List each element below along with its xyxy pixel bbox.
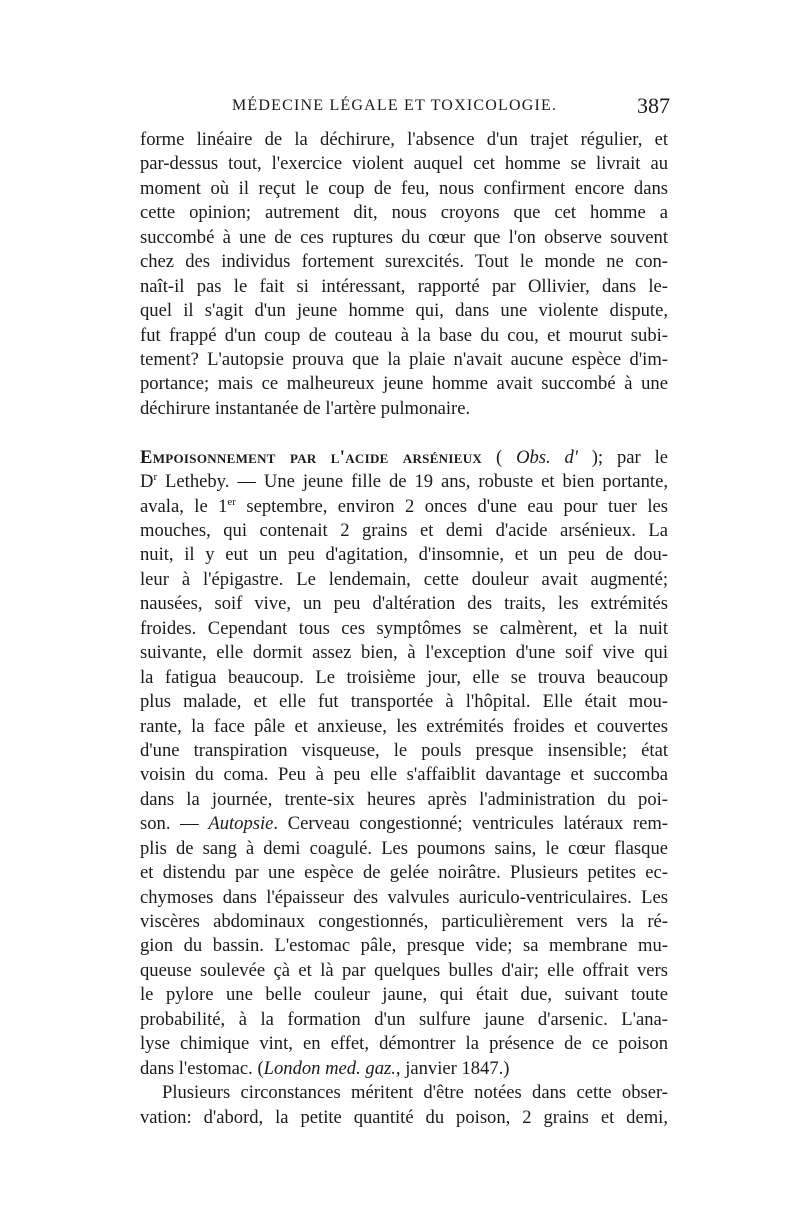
text-line: Plusieurs circonstances méritent d'être notées dans cette obser-	[162, 1082, 668, 1104]
text-line	[140, 1057, 668, 1081]
text-line: le pylore une belle couleur jaune, qui était due, suivant toute	[140, 984, 668, 1006]
text-line: quel il s'agit d'un jeune homme qui, dans une violente dispute,	[140, 300, 668, 322]
source-citation: London med. gaz.	[263, 1057, 396, 1079]
text-line: nausées, soif vive, un peu d'altération des traits, les extrémités	[140, 593, 668, 615]
paragraph-circumstances	[140, 1081, 668, 1130]
text-line: d'une transpiration visqueuse, le pouls presque insensible; état	[140, 739, 668, 761]
text-span: dans l'estomac. (	[140, 1057, 264, 1079]
text-line: naît-il pas le fait si intéressant, rapporté par Ollivier, dans le-	[140, 275, 668, 297]
text-line: suivante, elle dormit assez bien, à l'exception d'une soif vive qui	[140, 642, 668, 664]
text-line: mouches, qui contenait 2 grains et demi d'acide arsénieux. La	[140, 520, 668, 541]
text-span: avala, le 1	[140, 495, 228, 517]
text-line: probabilité, à la formation d'un sulfure jaune d'arsenic. L'ana-	[140, 1008, 668, 1030]
autopsy-label: Autopsie	[208, 813, 274, 835]
text-line: succombé à une de ces ruptures du cœur que l'on observe souvent	[140, 226, 668, 248]
text-line: tement? L'autopsie prouva que la plaie n'avait aucune espèce d'im-	[140, 348, 668, 370]
paragraph-gap	[140, 421, 668, 445]
text-line: la fatigua beaucoup. Le troisième jour, elle se trouva beaucoup	[140, 666, 668, 688]
body-text	[140, 128, 668, 1130]
superscript: r	[153, 471, 158, 484]
text-line: queuse soulevée çà et là par quelques bulles d'air; elle offrait vers	[140, 959, 668, 981]
text-span: . Cerveau congestionné; ventricules latéraux rem-	[273, 813, 668, 835]
text-line: rante, la face pâle et anxieuse, les extrémités froides et couvertes	[140, 715, 668, 737]
obs-reference: Obs. d'	[516, 446, 578, 468]
text-line	[140, 470, 668, 494]
text-span: , janvier 1847.)	[395, 1057, 510, 1079]
text-line: vation: d'abord, la petite quantité du poison, 2 grains et demi,	[140, 1106, 668, 1128]
text-line: chymoses dans l'épaisseur des valvules auriculo-ventriculaires. Les	[140, 886, 668, 908]
text-line: portance; mais ce malheureux jeune homme avait succombé à une	[140, 373, 668, 395]
text-span: son. —	[140, 813, 209, 835]
text-line: fut frappé d'un coup de couteau à la base du cou, et mourut subi-	[140, 324, 668, 346]
text-line: forme linéaire de la déchirure, l'absence d'un trajet régulier, et	[140, 129, 668, 150]
text-line: et distendu par une espèce de gelée noirâtre. Plusieurs petites ec-	[140, 862, 668, 884]
text-line: froides. Cependant tous ces symptômes se calmèrent, et la nuit	[140, 617, 668, 639]
text-span: Letheby. — Une jeune fille de 19 ans, robuste et bien portante,	[157, 471, 668, 493]
text-line: Empoisonnement par l'acide arsénieux ( Obs. d' ); par le	[140, 446, 668, 468]
text-line: voisin du coma. Peu à peu elle s'affaiblit davantage et succomba	[140, 764, 668, 786]
text-line: gion du bassin. L'estomac pâle, presque vide; sa membrane mu-	[140, 935, 668, 957]
text-line	[140, 812, 668, 836]
text-span: ; par le	[597, 446, 668, 468]
paragraph-arsenic-case	[140, 446, 668, 1081]
text-line: plis de sang à demi coagulé. Les poumons sains, le cœur flasque	[140, 837, 668, 859]
text-line	[140, 495, 668, 519]
text-line: viscères abdominaux congestionnés, particulièrement vers la ré-	[140, 911, 668, 932]
running-head: MÉDECINE LÉGALE ET TOXICOLOGIE.	[232, 97, 558, 114]
text-line: moment où il reçut le coup de feu, nous confirment encore dans	[140, 177, 668, 199]
text-line: lyse chimique vint, en effet, démontrer la présence de ce poison	[140, 1033, 668, 1055]
superscript: er	[227, 495, 236, 508]
text-span: septembre, environ 2 onces d'une eau pour tuer les	[235, 495, 668, 517]
text-line: dans la journée, trente-six heures après l'administration du poi-	[140, 788, 668, 810]
text-line: déchirure instantanée de l'artère pulmonaire.	[140, 397, 471, 419]
section-heading: Empoisonnement par l'acide arsénieux	[140, 446, 483, 468]
paragraph-ruptures	[140, 128, 668, 421]
text-line: chez des individus fortement surexcités. Tout le monde ne con-	[140, 251, 668, 273]
text-span: D	[140, 471, 154, 493]
text-line: leur à l'épigastre. Le lendemain, cette douleur avait augmenté;	[140, 568, 668, 590]
page-header	[140, 93, 670, 123]
page-number: 387	[637, 93, 670, 118]
text-line: plus malade, et elle fut transportée à l'hôpital. Elle était mou-	[140, 691, 668, 713]
text-line: par-dessus tout, l'exercice violent auquel cet homme se livrait au	[140, 153, 668, 175]
text-line: cette opinion; autrement dit, nous croyons que cet homme a	[140, 202, 668, 224]
text-line: nuit, il y eut un peu d'agitation, d'insomnie, et un peu de dou-	[140, 544, 668, 566]
